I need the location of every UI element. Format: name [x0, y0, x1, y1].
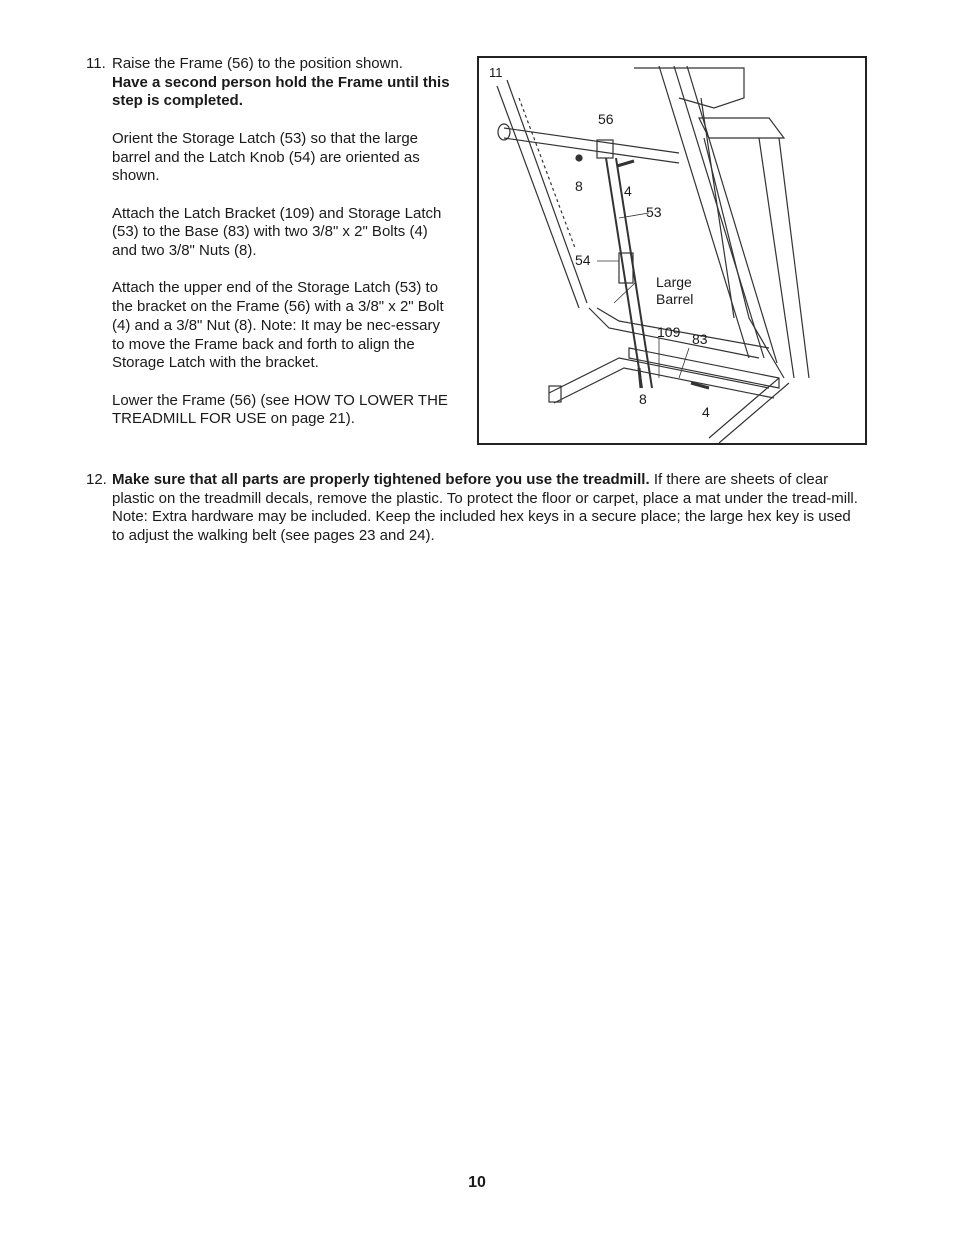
treadmill-illustration: [479, 58, 867, 445]
figure-number: 11: [489, 65, 503, 80]
step-11-text: [112, 55, 452, 429]
callout-8-bottom: 8: [639, 391, 647, 407]
callout-109: 109: [657, 324, 681, 340]
step-11-para4: Attach the upper end of the Storage Latch (53) to the bracket on the Frame (56) with a 3/8" x 2" Bolt (4) and a 3/8" Nut (8). Note: It may be nec-essary to move the Frame back and forth to align the Storage Latch with the bracket.: [112, 279, 444, 372]
step-11-para3: Attach the Latch Bracket (109) and Storage Latch (53) to the Base (83) with two 3/8" x 2" Bolts (4) and two 3/8" Nuts (8).: [112, 204, 442, 259]
step-12-text: [112, 471, 862, 546]
callout-8-top: 8: [575, 178, 583, 194]
step-12-body: If there are sheets of clear plastic on the treadmill decals, remove the plastic. To protect the floor or carpet, place a mat under the tread-mill. Note: Extra hardware may be included. Keep the included hex keys in a secure place; the large hex key is used to adjust the walking belt (see pages 23 and 24).: [112, 471, 858, 545]
callout-4-bottom: 4: [702, 404, 710, 420]
callout-56: 56: [598, 111, 614, 127]
callout-4-top: 4: [624, 183, 632, 199]
callout-83: 83: [692, 331, 708, 347]
step-11-line1: Raise the Frame (56) to the position shown.: [112, 55, 403, 72]
step-11-warning: Have a second person hold the Frame until this step is completed.: [112, 73, 450, 110]
step-11-number: 11.: [86, 55, 106, 72]
step-11-para5: Lower the Frame (56) (see HOW TO LOWER THE TREADMILL FOR USE on page 21).: [112, 391, 448, 428]
step-12-warning: Make sure that all parts are properly tightened before you use the treadmill.: [112, 471, 650, 488]
callout-barrel: Barrel: [656, 291, 694, 307]
callout-54: 54: [575, 252, 591, 268]
callout-53: 53: [646, 204, 662, 220]
step-11-para2: Orient the Storage Latch (53) so that the large barrel and the Latch Knob (54) are oriented as shown.: [112, 129, 420, 185]
figure-11: [477, 56, 867, 445]
page-number: 10: [468, 1174, 486, 1191]
step-12-number: 12.: [86, 471, 107, 488]
callout-large: Large: [656, 274, 692, 290]
